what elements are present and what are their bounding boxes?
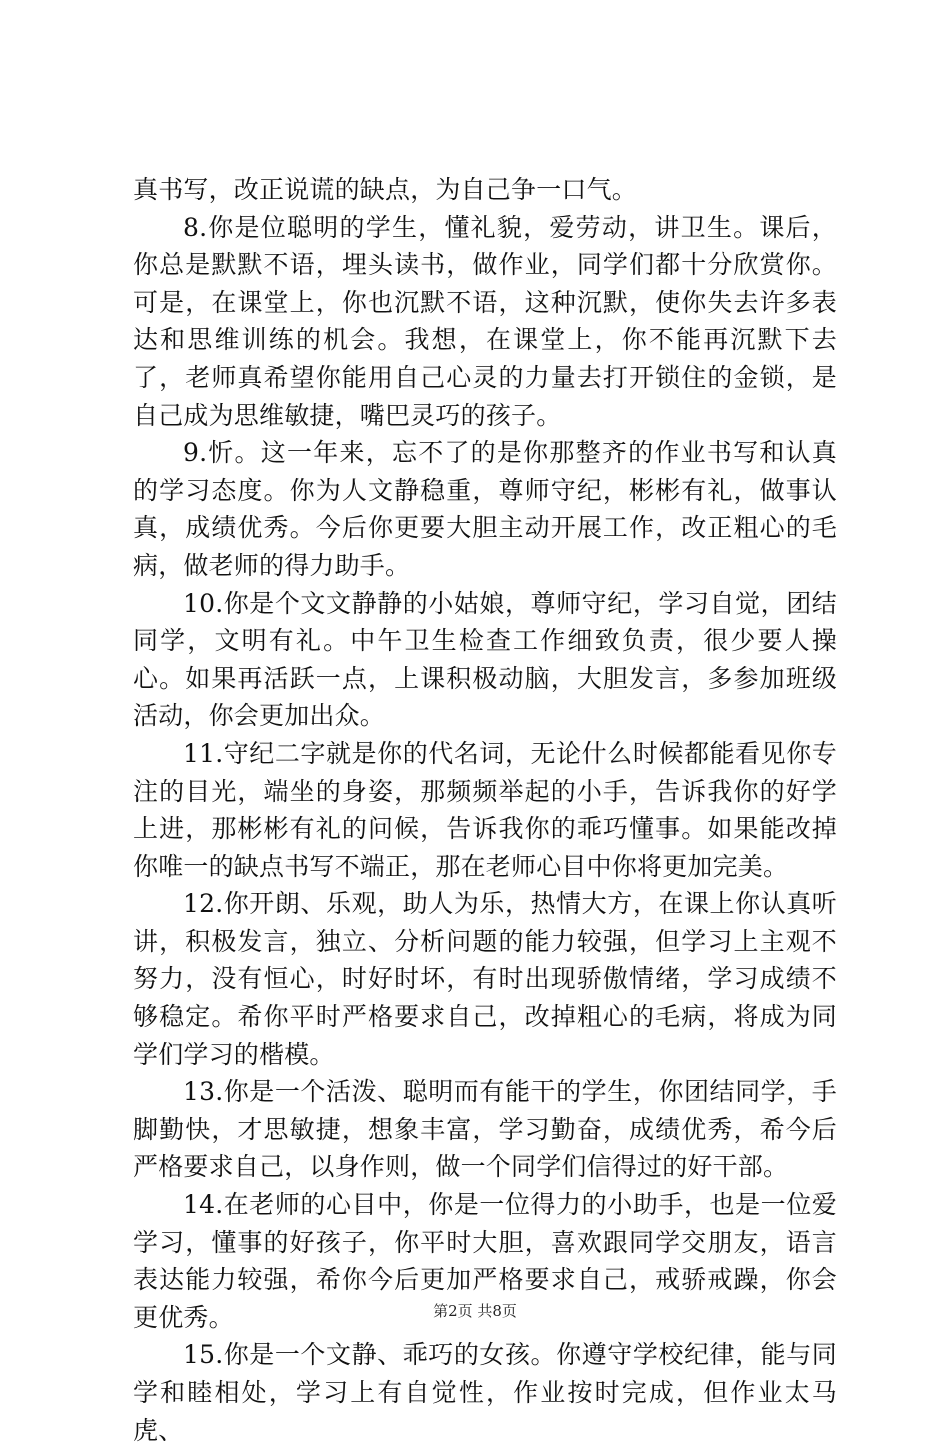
paragraph-item-9: 9.忻。这一年来，忘不了的是你那整齐的作业书写和认真的学习态度。你为人文静稳重，尊师守纪，彬彬有礼，做事认真，成绩优秀。今后你更要大胆主动开展工作，改正粗心的毛病，做老师的得力助手。 <box>133 438 837 580</box>
paragraph-item-8: 8.你是位聪明的学生，懂礼貌，爱劳动，讲卫生。课后，你总是默默不语，埋头读书，做作业，同学们都十分欣赏你。可是，在课堂上，你也沉默不语，这种沉默，使你失去许多表达和思维训练的机会。我想，在课堂上，你不能再沉默下去了，老师真希望你能用自己心灵的力量去打开锁住的金锁，是自己成为思维敏捷，嘴巴灵巧的孩子。 <box>133 212 837 430</box>
paragraph-item-11: 11.守纪二字就是你的代名词，无论什么时候都能看见你专注的目光，端坐的身姿，那频频举起的小手，告诉我你的好学上进，那彬彬有礼的问候，告诉我你的乖巧懂事。如果能改掉你唯一的缺点书写不端正，那在老师心目中你将更加完美。 <box>133 738 837 881</box>
paragraph-item-13: 13.你是一个活泼、聪明而有能干的学生，你团结同学，手脚勤快，才思敏捷，想象丰富，学习勤奋，成绩优秀，希今后严格要求自己，以身作则，做一个同学们信得过的好干部。 <box>133 1077 837 1182</box>
paragraph-item-15: 15.你是一个文静、乖巧的女孩。你遵守学校纪律，能与同学和睦相处，学习上有自觉性，作业按时完成，但作业太马虎、 <box>133 1340 837 1445</box>
paragraph-item-14: 14.在老师的心目中，你是一位得力的小助手，也是一位爱学习，懂事的好孩子，你平时大胆，喜欢跟同学交朋友，语言表达能力较强，希你今后更加严格要求自己，戒骄戒躁，你会更优秀。 <box>133 1190 837 1332</box>
page-number-footer: 第2页 共8页 <box>433 1302 517 1320</box>
paragraph-item-10: 10.你是个文文静静的小姑娘，尊师守纪，学习自觉，团结同学，文明有礼。中午卫生检查工作细致负责，很少要人操心。如果再活跃一点，上课积极动脑，大胆发言，多参加班级活动，你会更加出众。 <box>133 588 837 731</box>
paragraph-continuation: 真书写，改正说谎的缺点，为自己争一口气。 <box>133 175 638 204</box>
paragraph-item-12: 12.你开朗、乐观，助人为乐，热情大方，在课上你认真听讲，积极发言，独立、分析问题的能力较强，但学习上主观不努力，没有恒心，时好时坏，有时出现骄傲情绪，学习成绩不够稳定。希你平时严格要求自己，改掉粗心的毛病，将成为同学们学习的楷模。 <box>133 889 837 1069</box>
document-body <box>133 171 837 1449</box>
